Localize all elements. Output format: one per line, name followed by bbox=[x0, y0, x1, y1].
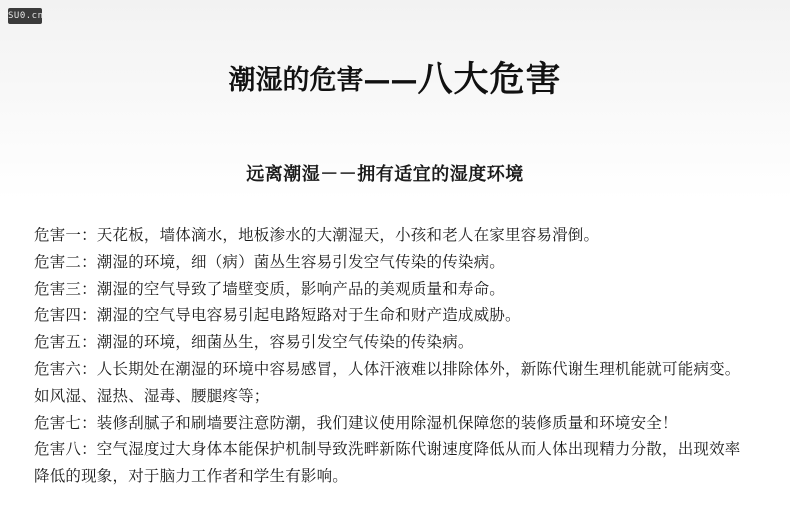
list-item-text: 危害七：装修刮腻子和刷墙要注意防潮，我们建议使用除湿机保障您的装修质量和环境安全！ bbox=[34, 413, 678, 432]
list-item bbox=[34, 276, 764, 303]
page-title-main: 八大危害 bbox=[417, 60, 562, 100]
list-item bbox=[34, 302, 764, 329]
title-container bbox=[0, 52, 790, 102]
list-item-text: 危害二：潮湿的环境，细（病）菌丛生容易引发空气传染的传染病。 bbox=[34, 252, 506, 271]
list-item-text: 危害四：潮湿的空气导电容易引起电路短路对于生命和财产造成威胁。 bbox=[34, 306, 521, 325]
list-item bbox=[34, 436, 764, 490]
list-item-text: 危害一：天花板，墙体滴水，地板渗水的大潮湿天，小孩和老人在家里容易滑倒。 bbox=[34, 226, 600, 244]
list-item-text: 危害六：人长期处在潮湿的环境中容易感冒，人体汗液难以排除体外，新陈代谢生理机能就可能病变。 bbox=[34, 359, 741, 378]
list-item bbox=[34, 222, 764, 249]
list-item bbox=[34, 249, 764, 276]
list-item-text: 危害五：潮湿的环境，细菌丛生，容易引发空气传染的传染病。 bbox=[34, 333, 474, 352]
hazard-list bbox=[34, 222, 764, 490]
list-item bbox=[34, 329, 764, 356]
list-item-text: 危害三：潮湿的空气导致了墙壁变质，影响产品的美观质量和寿命。 bbox=[34, 279, 506, 298]
list-item-continuation: 如风湿、湿热、湿毒、腰腿疼等； bbox=[34, 386, 270, 405]
page-title bbox=[228, 52, 561, 102]
watermark-logo: SU0.cn bbox=[8, 8, 42, 24]
list-item bbox=[34, 356, 764, 410]
page-title-lead: 潮湿的危害—— bbox=[228, 65, 418, 96]
list-item-text: 危害八：空气湿度过大身体本能保护机制导致洗畔新陈代谢速度降低从而人体出现精力分散，出现效率 bbox=[34, 440, 741, 459]
list-item-continuation: 降低的现象，对于脑力工作者和学生有影响。 bbox=[34, 467, 349, 486]
list-item bbox=[34, 410, 764, 437]
page-subtitle: 远离潮湿－－拥有适宜的湿度环境 bbox=[246, 164, 524, 185]
